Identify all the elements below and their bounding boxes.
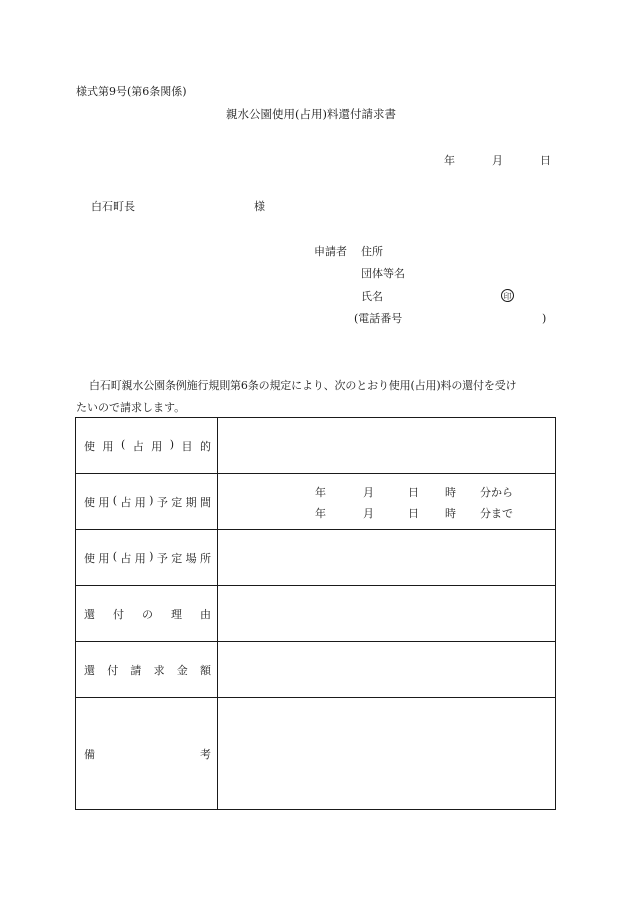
value-cell-location[interactable] (218, 530, 556, 586)
row-label-location: 使 用 ( 占 用 ) 予 定 場 所 (76, 530, 218, 586)
date-year-label: 年 (444, 154, 455, 167)
row-label-period: 使 用 ( 占 用 ) 予 定 期 間 (76, 474, 218, 530)
table-row-period (76, 474, 556, 530)
period-to-row: 年 月 日 時 分まで (315, 507, 513, 520)
table-row-location (76, 530, 556, 586)
page-title: 親水公園使用(占用)料還付請求書 (226, 107, 396, 121)
table-row-remarks (76, 698, 556, 810)
value-cell-remarks[interactable] (218, 698, 556, 810)
form-number: 様式第9号(第6条関係) (76, 85, 187, 98)
seal-mark: 印 (501, 289, 514, 302)
value-cell-period[interactable] (218, 474, 556, 530)
applicant-address-label: 住所 (361, 245, 383, 258)
table-row-reason (76, 586, 556, 642)
value-cell-amount[interactable] (218, 642, 556, 698)
applicant-phone-close: ) (542, 312, 547, 325)
body-text-line1: 白石町親水公園条例施行規則第6条の規定により、次のとおり使用(占用)料の還付を受け (89, 379, 517, 392)
applicant-label: 申請者 (314, 245, 347, 258)
table-row-amount (76, 642, 556, 698)
applicant-phone-label: (電話番号 (354, 312, 403, 325)
row-label-remarks: 備 考 (76, 698, 218, 810)
addressee-honorific: 様 (254, 200, 265, 213)
date-month-label: 月 (492, 154, 503, 167)
value-cell-purpose[interactable] (218, 418, 556, 474)
value-cell-reason[interactable] (218, 586, 556, 642)
period-from-row: 年 月 日 時 分から (315, 486, 513, 499)
date-day-label: 日 (540, 154, 551, 167)
row-label-purpose: 使 用 ( 占 用 ) 目 的 (76, 418, 218, 474)
applicant-organization-label: 団体等名 (361, 267, 405, 280)
table-row-purpose (76, 418, 556, 474)
addressee-name: 白石町長 (91, 200, 135, 213)
row-label-amount: 還 付 請 求 金 額 (76, 642, 218, 698)
row-label-reason: 還 付 の 理 由 (76, 586, 218, 642)
applicant-name-label: 氏名 (361, 290, 383, 303)
body-text-line2: たいので請求します。 (76, 401, 186, 414)
refund-request-table (75, 417, 556, 810)
